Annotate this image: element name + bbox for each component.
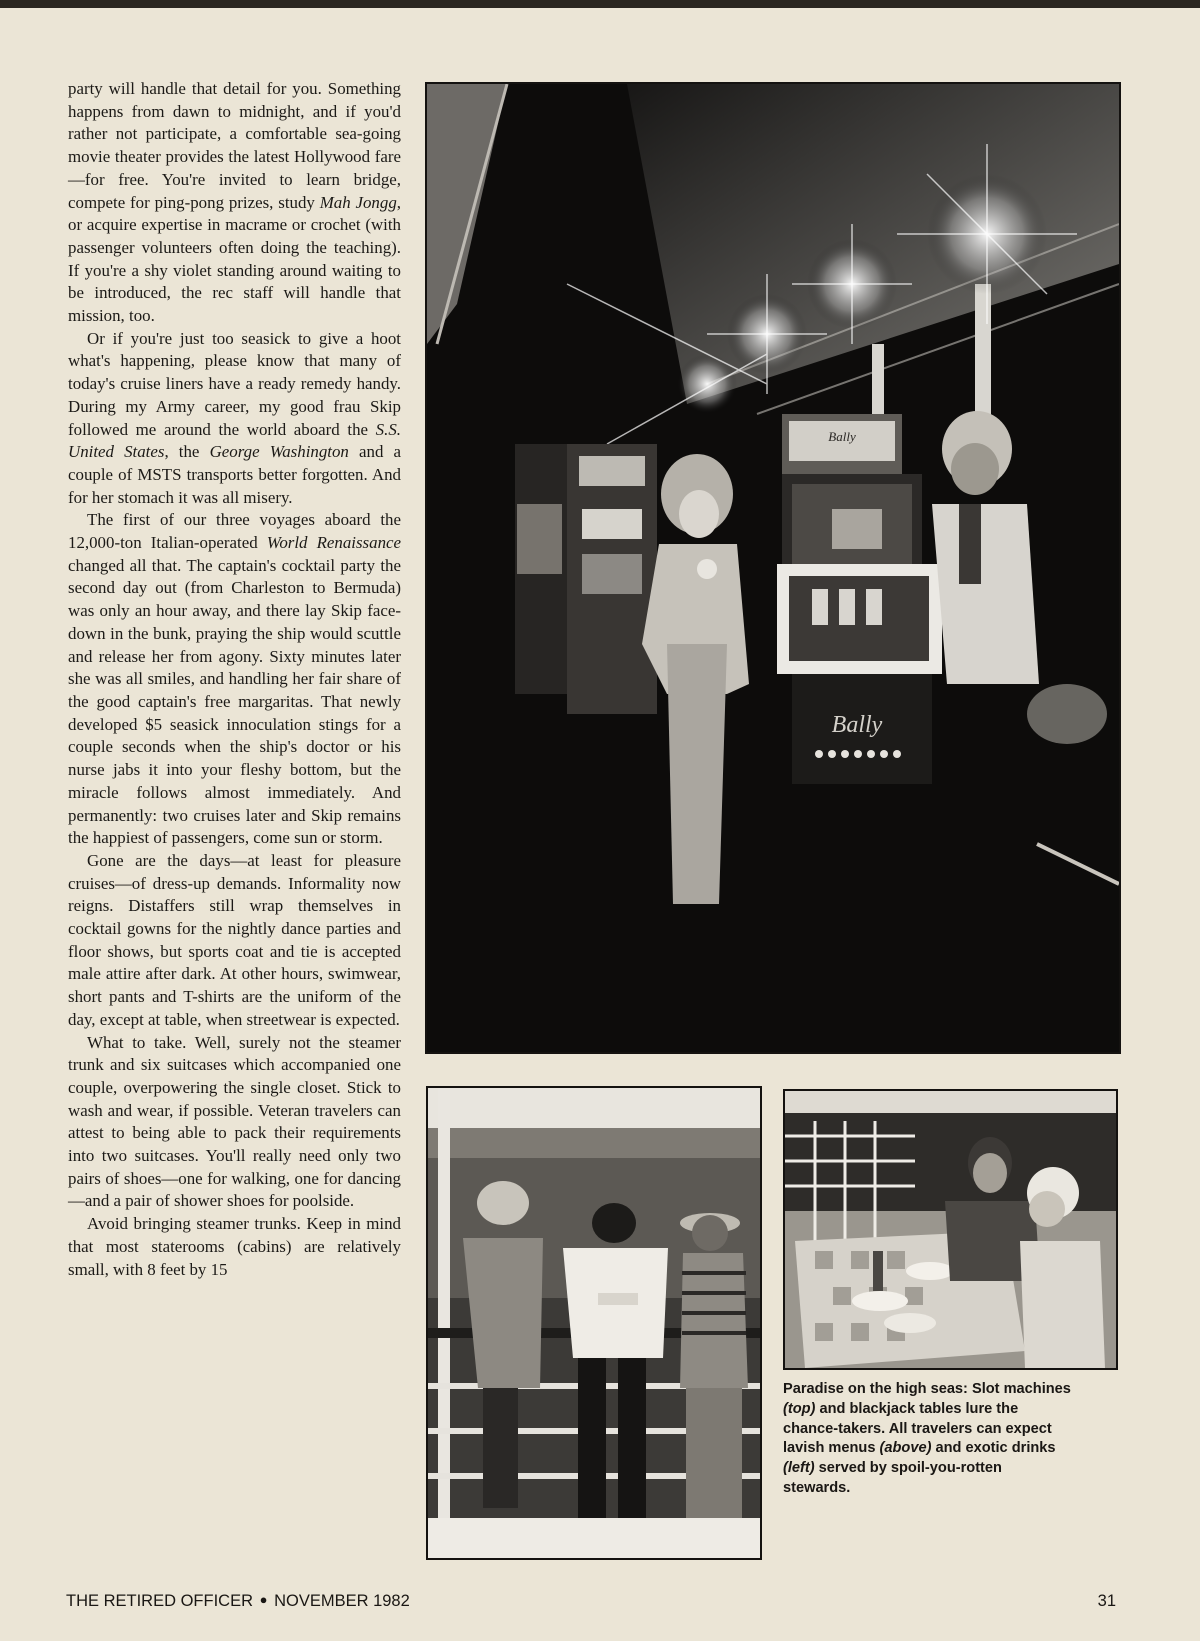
drinks-photo (426, 1086, 762, 1560)
text-run: Paradise on the high seas: Slot machines (783, 1381, 1071, 1397)
italic-text: Mah Jongg (319, 192, 397, 212)
top-rule (0, 0, 1200, 8)
body-paragraph (68, 1213, 401, 1281)
article-body (68, 78, 401, 1281)
dining-photo (783, 1089, 1118, 1370)
text-run: , the (164, 442, 210, 462)
italic-text: (left) (783, 1460, 815, 1477)
italic-text: (above) (879, 1440, 932, 1457)
bullet-separator: ● (259, 1592, 268, 1607)
text-run: The first of our three voyages aboard the 12,000-ton Italian-operated (68, 510, 401, 553)
publication-name: THE RETIRED OFFICER (66, 1592, 254, 1610)
footer-publication (66, 1592, 410, 1611)
issue-date: NOVEMBER 1982 (274, 1592, 410, 1610)
slot-machines-photo (425, 82, 1121, 1054)
photo-caption (783, 1380, 1073, 1499)
text-run: Or if you're just too seasick to give a hoot what's happening, please know that many of today's cruise liners have a ready remedy handy. During my Army career, my good frau Skip followed me around the world aboard the (68, 328, 401, 439)
body-paragraph (68, 509, 401, 850)
text-run: Avoid bringing steamer trunks. Keep in mind that most staterooms (cabins) are relatively small, with 8 feet by 15 (68, 1214, 401, 1279)
text-run: served by spoil-you-rotten stewards. (783, 1460, 1002, 1496)
italic-text: George Washington (209, 442, 349, 462)
body-paragraph (68, 328, 401, 510)
body-paragraph (68, 850, 401, 1032)
text-run: and exotic drinks (931, 1440, 1056, 1457)
italic-text: S.S. United States (68, 419, 401, 462)
body-paragraph (68, 1032, 401, 1214)
text-run: Gone are the days—at least for pleasure cruises—of dress-up demands. Informality now reigns. Distaffers still wrap themselves in cocktail gowns for the nightly dance parties and floor shows, but sports coat and tie is accepted male attire after dark. At other hours, swimwear, short pants and T-shirts are the uniform of the day, except at table, when streetwear is expected. (68, 850, 401, 1029)
text-run: and a couple of MSTS transports better forgotten. And for her stomach it was all misery. (68, 442, 402, 507)
machine-brand-logo: Bally (831, 712, 883, 738)
text-run: What to take. Well, surely not the steamer trunk and six suitcases which accompanied one couple, overpowering the single closet. Stick to wash and wear, if possible. Veteran travelers can attest to being able to pack their requirements into two suitcases. You'll really need only two pairs of shoes—one for walking, one for dancing—and a pair of shower shoes for poolside. (68, 1032, 401, 1211)
text-run: changed all that. The captain's cocktail party the second day out (from Charleston to Bermuda) was only an hour away, and there lay Skip face-down in the bunk, praying the ship would scuttle and release her from agony. Sixty minutes later she was all smiles, and handling her fair share of the good captain's free margaritas. That newly developed $5 seasick innoculation stings for a couple seconds when the ship's doctor or his nurse jabs it into your fleshy bottom, but the miracle follows almost immediately. And permanently: two cruises later and Skip remains the happiest of passengers, come sun or storm. (68, 555, 401, 848)
page-number: 31 (1097, 1592, 1116, 1610)
text-run: , or acquire expertise in macrame or crochet (with passenger volunteers often doing the teaching). If you're a shy violet standing around waiting to be introduced, the rec staff will handle that mission, too. (68, 192, 401, 326)
italic-text: (top) (783, 1400, 816, 1417)
text-run: party will handle that detail for you. Something happens from dawn to midnight, and if you'd rather not participate, a comfortable sea-going movie theater provides the latest Hollywood fare—for free. You're invited to learn bridge, compete for ping-pong prizes, study (68, 79, 401, 212)
body-paragraph (68, 78, 401, 328)
italic-text: World Renaissance (266, 533, 402, 553)
text-run: and blackjack tables lure the chance-takers. All travelers can expect lavish menus (783, 1400, 1052, 1457)
top-sign-brand: Bally (828, 429, 856, 444)
